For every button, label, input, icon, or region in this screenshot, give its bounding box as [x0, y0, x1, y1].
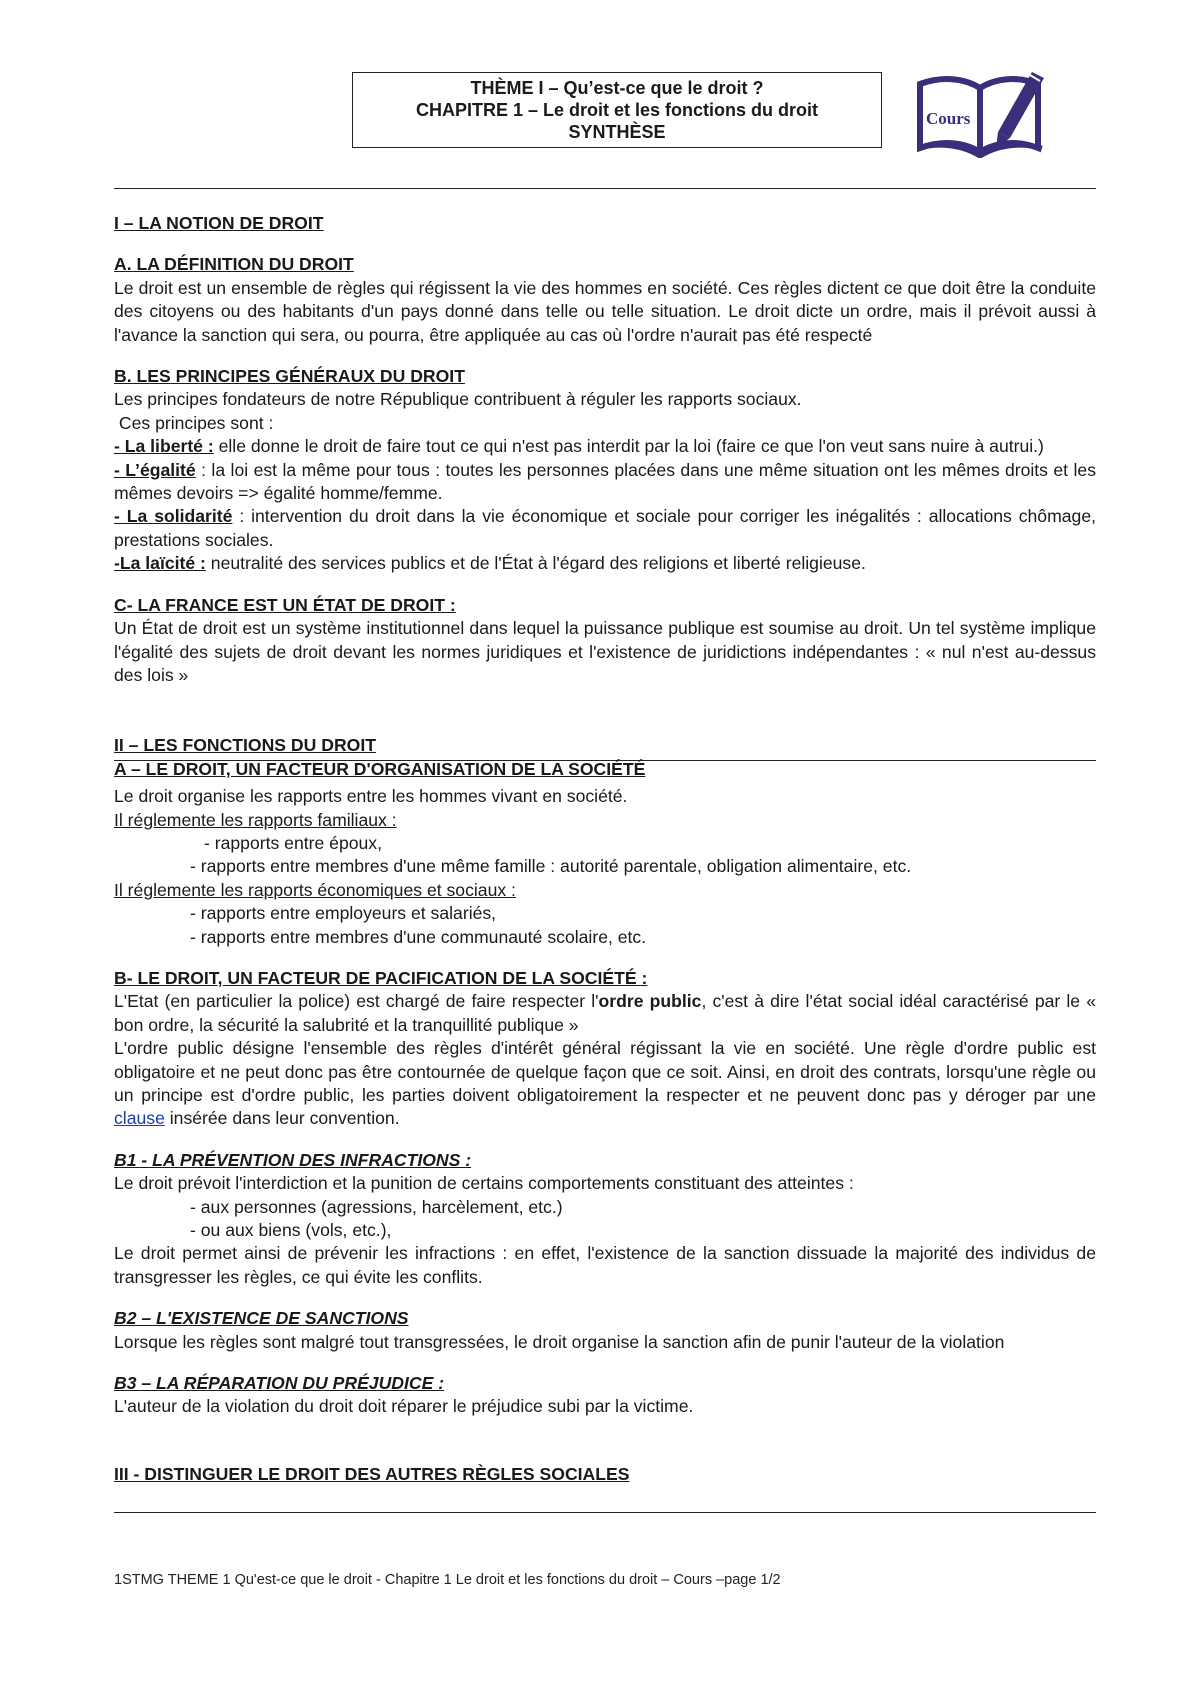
page-footer: 1STMG THEME 1 Qu'est-ce que le droit - Chapitre 1 Le droit et les fonctions du droit – Cours –page 1/2 [114, 1572, 781, 1588]
logo-text: Cours [926, 109, 971, 128]
list-item: - ou aux biens (vols, etc.), [190, 1220, 392, 1241]
list-item: - rapports entre membres d'une même famille : autorité parentale, obligation alimentaire, etc. [190, 856, 912, 877]
public-order-term: ordre public [598, 991, 702, 1012]
text-span: L'Etat (en particulier la police) est chargé de faire respecter l' [114, 991, 599, 1012]
section-2a-intro: Le droit organise les rapports entre les hommes vivant en société. [114, 786, 628, 807]
family-relations-title: Il réglemente les rapports familiaux : [114, 809, 397, 830]
text-span: , c'est à dire l'état social idéal caractérisé par le « bon ordre, la sécurité la salubrité et la tranquillité publique » [114, 991, 1096, 1035]
principle-label: - L’égalité [114, 459, 196, 480]
list-item: - rapports entre époux, [204, 832, 382, 853]
section-b1-intro: Le droit prévoit l'interdiction et la punition de certains comportements constituant des atteintes : [114, 1173, 854, 1194]
section-1c-title: C- LA FRANCE EST UN ÉTAT DE DROIT : [114, 594, 456, 615]
section-2b-text1 [114, 990, 1096, 1037]
synthese-title: SYNTHÈSE [568, 122, 666, 142]
book-pen-icon [912, 62, 1052, 158]
section-b2-title: B2 – L'EXISTENCE DE SANCTIONS [114, 1308, 409, 1329]
section-b1-title: B1 - LA PRÉVENTION DES INFRACTIONS : [114, 1149, 472, 1170]
list-item: - aux personnes (agressions, harcèlement, etc.) [190, 1196, 563, 1217]
section-2b-text2 [114, 1037, 1096, 1131]
section-2a-title: A – LE DROIT, UN FACTEUR D'ORGANISATION DE LA SOCIÉTÉ [114, 758, 646, 779]
section-1b-intro: Les principes fondateurs de notre République contribuent à réguler les rapports sociaux. [114, 389, 802, 410]
section-b1-text: Le droit permet ainsi de prévenir les infractions : en effet, l'existence de la sanction dissuade la majorité des individus de transgresser les règles, ce qui évite les conflits. [114, 1243, 1096, 1287]
principle-item [114, 459, 1096, 506]
chapter-title: CHAPITRE 1 – Le droit et les fonctions du droit [415, 100, 819, 120]
section-2-title: II – LES FONCTIONS DU DROIT [114, 735, 376, 756]
text-span: L'ordre public désigne l'ensemble des règles d'intérêt général régissant la vie en société. Une règle d'ordre public est obligatoire et ne peut donc pas être contournée de quelque façon que ce soit. Ainsi, en droit des contrats, lorsqu'une règle ou un principe est d'ordre public, les parties doivent obligatoirement la respecter et ne peuvent donc pas y déroger par une [114, 1038, 1096, 1105]
principle-text: neutralité des services publics et de l'État à l'égard des religions et liberté religieuse. [205, 553, 866, 574]
section-1c-text: Un État de droit est un système institutionnel dans lequel la puissance publique est soumise au droit. Un tel système implique l'égalité des sujets de droit devant les normes juridiques et l'existence de juridictions indépendantes : « nul n'est au-dessus des lois » [114, 618, 1096, 685]
list-item: - rapports entre employeurs et salariés, [190, 903, 497, 924]
principle-label: -La laïcité : [114, 553, 206, 574]
principle-text: elle donne le droit de faire tout ce qui n'est pas interdit par la loi (faire ce que l'on veut sans nuire à autrui.) [213, 436, 1044, 457]
principle-label: - La liberté : [114, 436, 214, 457]
section-b2-text: Lorsque les règles sont malgré tout transgressées, le droit organise la sanction afin de punir l'auteur de la violation [114, 1331, 1005, 1352]
section-1a-title: A. LA DÉFINITION DU DROIT [114, 254, 354, 275]
list-item: - rapports entre membres d'une communauté scolaire, etc. [190, 926, 647, 947]
principle-item [114, 505, 1096, 552]
principle-item [114, 435, 1096, 458]
principle-text: : la loi est la même pour tous : toutes les personnes placées dans une même situation ont les mêmes droits et les mêmes devoirs => égalité homme/femme. [114, 459, 1096, 504]
section-1b-title: B. LES PRINCIPES GÉNÉRAUX DU DROIT [114, 366, 465, 387]
section-1a-text: Le droit est un ensemble de règles qui régissent la vie des hommes en société. Ces règles dictent ce que doit être la conduite des citoyens ou des habitants d'un pays donné dans telle ou telle situation. Le droit dicte un ordre, mais il prévoit aussi à l'avance la sanction qui sera, ou pourra, être appliquée au cas où l'ordre n'aurait pas été respecté [114, 277, 1096, 345]
section-1-title: I – LA NOTION DE DROIT [114, 213, 324, 233]
principle-label: - La solidarité [114, 506, 233, 527]
divider [114, 1512, 1096, 1513]
text-span: insérée dans leur convention. [164, 1108, 400, 1129]
divider [114, 188, 1096, 189]
clause-link[interactable]: clause [114, 1108, 165, 1129]
theme-title: THÈME I – Qu’est-ce que le droit ? [470, 78, 764, 98]
section-1b-intro2: Ces principes sont : [114, 412, 274, 433]
principle-text: : intervention du droit dans la vie économique et sociale pour corriger les inégalités : allocations chômage, prestations sociales. [114, 506, 1096, 550]
document-body [114, 212, 1096, 1486]
title-box [352, 72, 882, 148]
section-b3-text: L'auteur de la violation du droit doit réparer le préjudice subi par la victime. [114, 1396, 694, 1417]
principle-item [114, 552, 1096, 575]
section-b3-title: B3 – LA RÉPARATION DU PRÉJUDICE : [114, 1373, 445, 1394]
economic-relations-title: Il réglemente les rapports économiques et sociaux : [114, 879, 516, 900]
section-2b-title: B- LE DROIT, UN FACTEUR DE PACIFICATION DE LA SOCIÉTÉ : [114, 967, 648, 988]
section-3-title: III - DISTINGUER LE DROIT DES AUTRES RÈGLES SOCIALES [114, 1463, 630, 1484]
